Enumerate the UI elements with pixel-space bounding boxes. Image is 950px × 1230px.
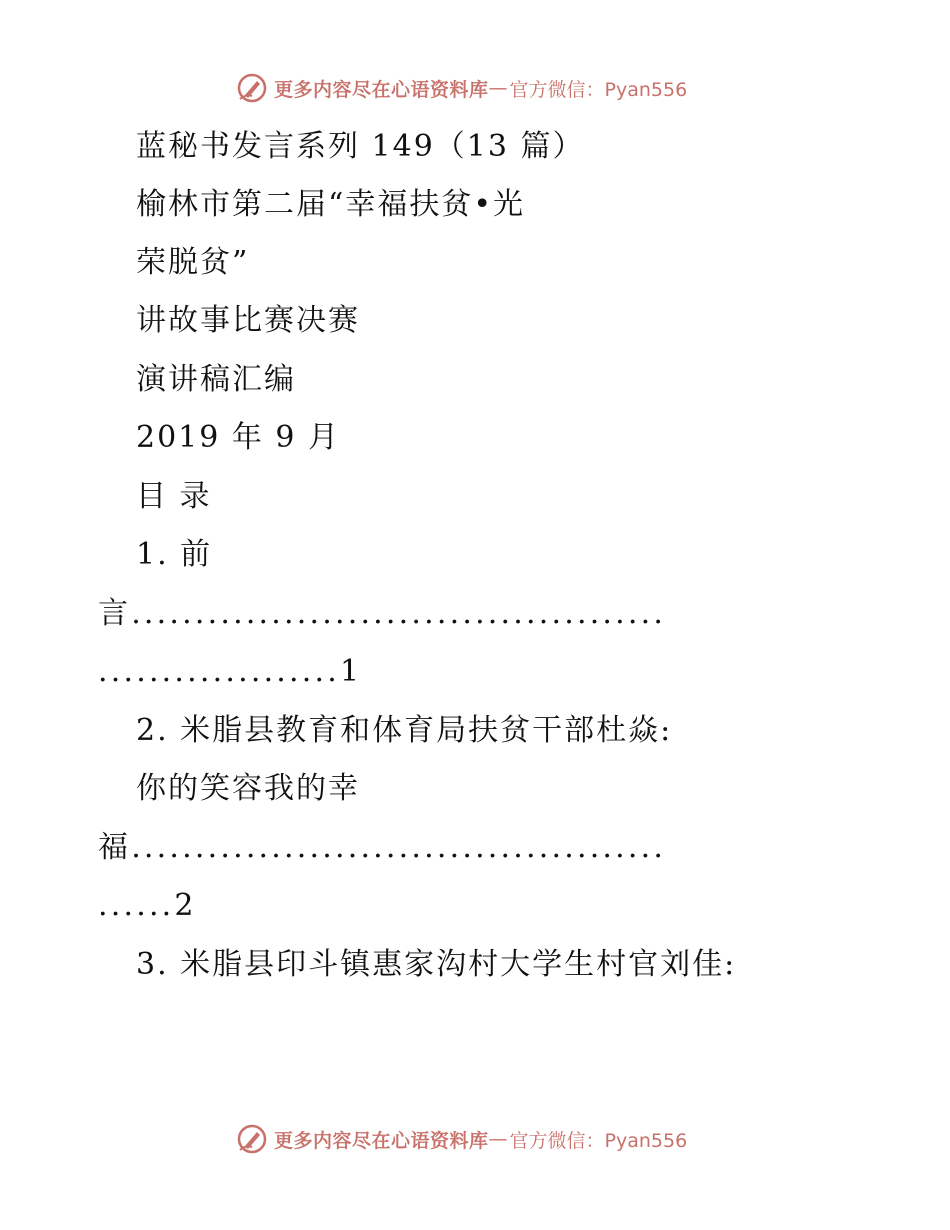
toc-entry-1-leader: 言.......................................... <box>98 596 667 631</box>
watermark-main-text: 更多内容尽在心语资料库 <box>274 1129 489 1152</box>
doc-title-line-2: 荣脱贫” <box>136 245 250 280</box>
toc-entry-2-page: ......2 <box>98 888 197 923</box>
doc-title-line-1: 榆林市第二届“幸福扶贫•光 <box>136 187 526 222</box>
doc-title-line-3: 讲故事比赛决赛 <box>136 303 360 338</box>
watermark-dash: — <box>488 77 508 99</box>
watermark-sub-text: 官方微信：Pyan556 <box>509 78 688 101</box>
doc-series-title: 蓝秘书发言系列 149（13 篇） <box>136 129 585 164</box>
watermark-footer <box>236 1123 687 1155</box>
watermark-sub-text: 官方微信：Pyan556 <box>509 1129 688 1152</box>
toc-entry-2-label: 2. 米脂县教育和体育局扶贫干部杜焱: <box>136 713 673 748</box>
watermark-main-text: 更多内容尽在心语资料库 <box>274 78 489 101</box>
toc-entry-2-title: 你的笑容我的幸 <box>136 771 360 806</box>
watermark-header <box>236 72 687 104</box>
toc-entry-2-leader: 福.......................................... <box>98 830 667 865</box>
pen-logo-icon <box>236 72 268 104</box>
watermark-dash: — <box>488 1128 508 1150</box>
toc-heading: 目 录 <box>136 479 212 514</box>
toc-entry-1-label: 1. 前 <box>136 537 213 572</box>
toc-entry-1-page: ...................1 <box>98 654 363 689</box>
doc-title-line-4: 演讲稿汇编 <box>136 362 296 397</box>
doc-date: 2019 年 9 月 <box>136 420 341 455</box>
pen-logo-icon <box>236 1123 268 1155</box>
toc-entry-3-label: 3. 米脂县印斗镇惠家沟村大学生村官刘佳: <box>136 947 737 982</box>
